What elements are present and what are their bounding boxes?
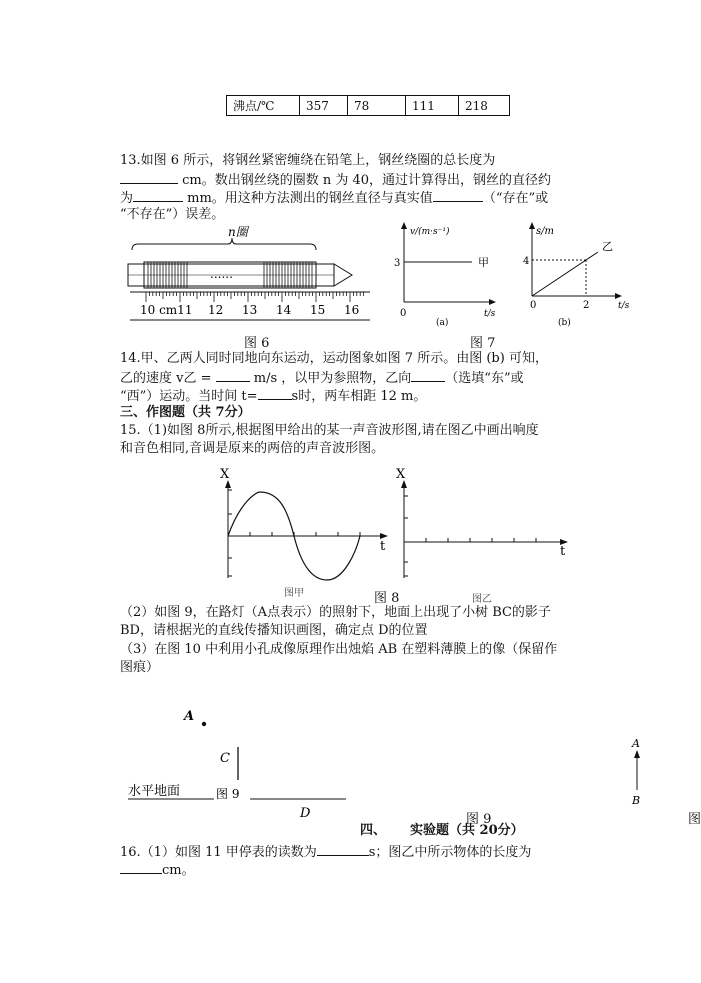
q15-p2-line2: BD，请根据光的直线传播知识画图，确定点 D的位置	[120, 623, 428, 638]
ground-label: 水平地面	[128, 784, 181, 799]
point-B-label: B	[632, 794, 641, 807]
q16-line1-post: s；图乙中所示物体的长度为	[368, 845, 532, 860]
q15-line2: 和音色相同,音调是原来的两倍的声音波形图。	[120, 441, 385, 456]
point-C-label: C	[220, 751, 230, 766]
q13-line2-text: cm。数出钢丝绕的圈数 n 为 40，通过计算得出，钢丝的直径约	[178, 173, 552, 188]
x-tick-label: 2	[583, 300, 590, 311]
series-line-yi	[532, 252, 598, 296]
figure-6-caption: 图 6	[244, 336, 270, 351]
answer-blank[interactable]	[133, 188, 183, 202]
q16-line1	[120, 842, 531, 862]
section-3-title: 三、作图题（共 7分）	[120, 405, 251, 420]
y-axis-label: v/(m·s⁻¹)	[410, 227, 450, 237]
q15-p3-line1: （3）在图 10 中利用小孔成像原理作出烛焰 AB 在塑料薄膜上的像（保留作	[120, 642, 558, 657]
answer-blank[interactable]	[120, 170, 178, 184]
q14-line2-mid: m/s ，以甲为参照物，乙向	[249, 371, 412, 386]
q14-line3-pre: “西”）运动。当时间 t=	[120, 389, 258, 404]
ruler-label: 10 cm11	[140, 303, 193, 317]
t-label-left: t	[380, 539, 386, 554]
series-label: 乙	[602, 240, 613, 253]
ruler-label: 13	[242, 303, 258, 317]
q13-line3	[120, 188, 548, 208]
section-4-text: 实验题（共 20分）	[410, 823, 524, 838]
q15-p2-line1: （2）如图 9，在路灯（A点表示）的照射下，地面上出现了小树 BC的影子	[120, 605, 551, 620]
t-ticks-right	[426, 538, 536, 542]
answer-blank[interactable]	[258, 386, 292, 400]
q16-line2	[120, 860, 195, 880]
q13-line3-post: （“存在”或	[482, 191, 549, 206]
point-A-label: A	[632, 737, 640, 750]
ruler-label: 12	[208, 303, 224, 317]
answer-blank[interactable]	[411, 368, 445, 382]
caption-left: 图甲	[284, 588, 304, 599]
figure-8-caption: 图 8	[374, 591, 400, 606]
ruler-ticks	[146, 292, 364, 302]
table-cell: 78	[348, 96, 406, 116]
ruler-label: 16	[344, 303, 360, 317]
pencil-tip	[334, 264, 352, 286]
q13-line2	[120, 170, 551, 190]
caption-right: 图乙	[472, 594, 492, 605]
point-D-label: D	[300, 806, 311, 821]
figure-8	[210, 462, 590, 612]
table-cell: 357	[300, 96, 348, 116]
n-label: n圈	[228, 225, 248, 239]
sub-label: (b)	[558, 318, 571, 328]
coil-dots: ......	[210, 267, 233, 281]
figure-6	[120, 224, 380, 324]
q14-line1: 14.甲、乙两人同时同地向东运动，运动图象如图 7 所示。由图 (b) 可知，	[120, 351, 548, 366]
table-cell: 111	[406, 96, 459, 116]
t-label-right: t	[560, 544, 566, 559]
x-axis-label-right: X	[396, 467, 406, 482]
q15-line1: 15.（1)如图 8所示,根据图甲给出的某一声音波形图,请在图乙中画出响度	[120, 423, 539, 438]
answer-blank[interactable]	[216, 368, 250, 382]
point-A-label: A	[184, 709, 195, 724]
t-ticks-left	[250, 532, 360, 536]
figure-9-caption: 图 9	[466, 812, 492, 827]
x-axis-label: t/s	[484, 309, 496, 319]
table-cell: 沸点/℃	[227, 96, 300, 116]
table-cell: 218	[459, 96, 510, 116]
ruler-label: 14	[276, 303, 292, 317]
figure-9	[120, 700, 380, 820]
q16-line1-pre: 16.（1）如图 11 甲停表的读数为	[120, 845, 317, 860]
section-4-title	[360, 822, 524, 840]
x-axis-label: t/s	[618, 301, 630, 311]
y-axis-label: s/m	[536, 226, 554, 237]
y-tick-label: 3	[394, 258, 401, 269]
y-ticks-right	[404, 496, 408, 576]
x-axis-label-left: X	[220, 467, 230, 482]
q14-line2	[120, 368, 524, 388]
q15-p3-line2: 图痕）	[120, 660, 160, 675]
q13-line1: 13.如图 6 所示，将钢丝紧密缠绕在铅笔上，钢丝绕圈的总长度为	[120, 153, 496, 168]
q13-line4: “不存在”）误差。	[120, 207, 225, 222]
q14-line2-pre: 乙的速度 v乙 =	[120, 371, 216, 386]
origin-label: 0	[400, 308, 407, 319]
brace	[132, 238, 316, 250]
q13-line3-mid: mm。用这种方法测出的钢丝直径与真实值	[183, 191, 433, 206]
q16-line2-text: cm。	[162, 863, 195, 878]
y-tick-label: 4	[523, 256, 530, 267]
figure-10-candle	[628, 736, 648, 806]
series-label: 甲	[478, 256, 489, 269]
q14-line2-post: （选填“东”或	[445, 371, 524, 386]
inline-caption: 图 9	[216, 787, 240, 801]
answer-blank[interactable]	[317, 842, 369, 856]
figure-7b	[522, 222, 632, 332]
q14-line3	[120, 386, 426, 406]
q14-line3-post: s时，两车相距 12 m。	[291, 389, 427, 404]
figure-7-caption: 图 7	[470, 336, 496, 351]
sub-label: (a)	[436, 318, 449, 328]
q13-line3-pre: 为	[120, 191, 134, 206]
answer-blank[interactable]	[433, 188, 483, 202]
table-row	[227, 96, 510, 116]
boiling-point-table	[226, 95, 510, 116]
origin-label: 0	[530, 300, 537, 311]
figure-7a	[392, 222, 502, 332]
answer-blank[interactable]	[120, 860, 162, 874]
section-4-prefix: 四、	[360, 823, 387, 838]
street-lamp-point	[202, 722, 206, 726]
edge-glyph: 图	[688, 812, 701, 827]
ruler-label: 15	[310, 303, 326, 317]
